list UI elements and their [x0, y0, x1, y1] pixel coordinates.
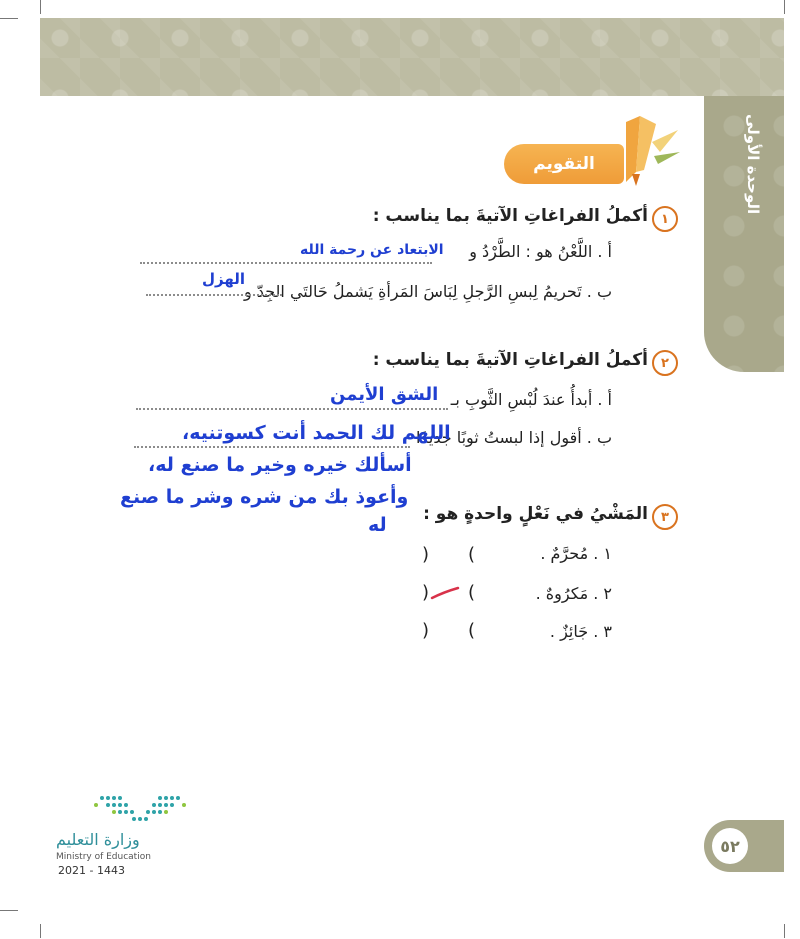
question-1b-label: ب . تَحريمُ لِبسِ الرَّجلِ لِبَاسَ المَرأةِ يَشملُ حَالتَي الجِدّ و	[244, 282, 612, 301]
option-2-open-paren[interactable]: (	[468, 582, 476, 603]
question-2b-answer-line-1: اللهم لك الحمد أنت كسوتنيه،	[182, 422, 451, 444]
question-3-title: المَشْيُ في نَعْلٍ واحدةٍ هو :	[423, 504, 648, 524]
option-2-close-paren: )	[422, 582, 430, 603]
option-3-open-paren[interactable]: (	[468, 620, 476, 641]
question-number-1: ١	[652, 206, 678, 232]
answer-dotted-line	[140, 262, 432, 264]
page-number: ٥٢	[712, 828, 748, 864]
question-2a-answer: الشق الأيمن	[330, 384, 439, 405]
answer-dotted-line	[136, 408, 448, 410]
question-2b-label: ب . أقول إذا لبستُ ثوبًا جديدًا	[416, 428, 612, 447]
option-1-open-paren[interactable]: (	[468, 544, 476, 565]
option-3-label: ٣ . جَائِزٌ .	[549, 622, 612, 641]
option-2-label: ٢ . مَكرُوهٌ .	[535, 584, 612, 603]
crop-mark	[784, 924, 785, 938]
answer-dotted-line	[146, 294, 282, 296]
question-2a-label: أ . أبدأُ عندَ لُبْسِ الثَّوبِ بـ	[450, 390, 612, 409]
ministry-name-en: Ministry of Education	[56, 852, 151, 862]
question-2-title: أكملُ الفراغاتِ الآتيةَ بما يناسب :	[372, 350, 648, 370]
question-2b-answer-line-2: أسألك خيره وخير ما صنع له،	[148, 454, 412, 476]
crop-mark	[40, 0, 41, 14]
question-1-title: أكملُ الفراغاتِ الآتيةَ بما يناسب :	[372, 206, 648, 226]
option-1-close-paren: )	[422, 544, 430, 565]
option-1-label: ١ . مُحرَّمٌ .	[540, 544, 612, 563]
crop-mark	[0, 910, 18, 911]
option-3-close-paren: )	[422, 620, 430, 641]
check-mark-icon	[430, 586, 460, 600]
question-1b-answer: الهزل	[202, 270, 246, 288]
unit-label: الوحدة الأولى	[744, 113, 762, 215]
question-1a-label: أ . اللَّعْنُ هو : الطَّرْدُ و	[469, 242, 612, 261]
ministry-year: 2021 - 1443	[58, 864, 125, 877]
crop-mark	[784, 0, 785, 14]
section-banner: التقويم	[504, 144, 624, 184]
ministry-name-ar: وزارة التعليم	[56, 830, 140, 849]
question-2b-answer-line-3: وأعوذ بك من شره وشر ما صنع	[120, 486, 409, 508]
question-2b-answer-line-4: له	[368, 514, 387, 536]
crop-mark	[40, 924, 41, 938]
ministry-logo-icon	[86, 792, 194, 828]
question-number-2: ٢	[652, 350, 678, 376]
question-number-3: ٣	[652, 504, 678, 530]
answer-dotted-line	[134, 446, 410, 448]
question-1a-answer: الابتعاد عن رحمة الله	[300, 242, 444, 258]
header-band	[40, 18, 784, 96]
crop-mark	[0, 18, 18, 19]
